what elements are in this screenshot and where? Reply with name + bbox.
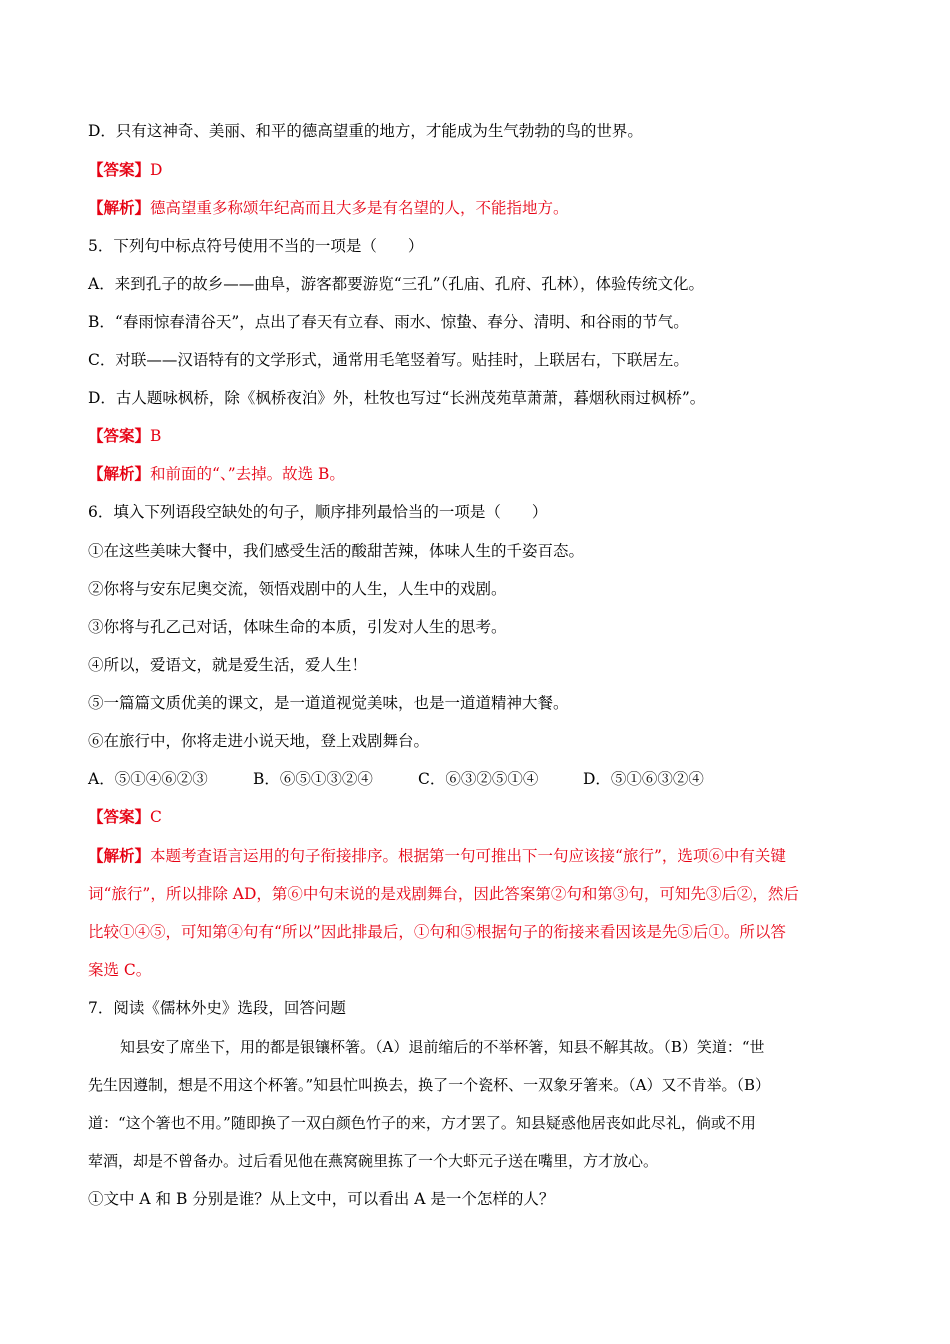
q7-stem: 7．阅读《儒林外史》选段，回答问题 — [88, 999, 346, 1017]
q4-answer — [88, 159, 870, 181]
q6-options — [88, 768, 870, 790]
analysis-text: 本题考查语言运用的句子衔接排序。根据第一句可推出下一句应该接“旅行”，选项⑥中有关键 — [150, 847, 786, 865]
analysis-tag: 【解析】 — [88, 198, 151, 217]
q6-analysis-line-1 — [88, 845, 870, 867]
q7-passage-line-3: 道：“这个箸也不用。”随即换了一双白颜色竹子的来，方才罢了。知县疑惑他居丧如此尽礼，倘或不用 — [88, 1114, 756, 1132]
q6-option-c: C．⑥③②⑤①④ — [418, 770, 539, 788]
q6-option-b: B．⑥⑤①③②④ — [253, 770, 373, 788]
answer-tag: 【答案】 — [88, 426, 151, 445]
q6-analysis-line-2: 词“旅行”，所以排除 AD，第⑥中句末说的是戏剧舞台，因此答案第②句和第③句，可知先③后②，然后 — [88, 885, 799, 903]
q6-option-a: A．⑤①④⑥②③ — [88, 770, 208, 788]
q6-sentence-4: ④所以，爱语文，就是爱生活，爱人生！ — [88, 656, 368, 674]
analysis-tag: 【解析】 — [88, 464, 151, 483]
answer-tag: 【答案】 — [88, 807, 151, 826]
q6-answer — [88, 806, 870, 828]
q6-sentence-1: ①在这些美味大餐中，我们感受生活的酸甜苦辣，体味人生的千姿百态。 — [88, 542, 585, 560]
q5-option-b: B．“春雨惊春清谷天”，点出了春天有立春、雨水、惊蛰、春分、清明、和谷雨的节气。 — [88, 313, 689, 331]
q6-sentence-2: ②你将与安东尼奥交流，领悟戏剧中的人生，人生中的戏剧。 — [88, 580, 507, 598]
answer-tag: 【答案】 — [88, 160, 151, 179]
analysis-text: 和前面的“、”去掉。故选 B。 — [150, 465, 345, 483]
q6-sentence-5: ⑤一篇篇文质优美的课文，是一道道视觉美味，也是一道道精神大餐。 — [88, 694, 569, 712]
q7-passage-line-1: 知县安了席坐下，用的都是银镶杯箸。（A）退前缩后的不举杯箸，知县不解其故。（B）笑道：“世 — [120, 1038, 765, 1056]
q7-passage-line-2: 先生因遵制，想是不用这个杯箸。”知县忙叫换去，换了一个瓷杯、一双象牙箸来。（A）又不肯举。（B） — [88, 1076, 771, 1094]
q7-sub-question-1: ①文中 A 和 B 分别是谁？从上文中，可以看出 A 是一个怎样的人？ — [88, 1190, 555, 1208]
answer-value: B — [150, 427, 162, 445]
q5-option-c: C．对联——汉语特有的文学形式，通常用毛笔竖着写。贴挂时，上联居右，下联居左。 — [88, 351, 689, 369]
analysis-tag: 【解析】 — [88, 846, 151, 865]
q5-answer — [88, 425, 870, 447]
q6-sentence-6: ⑥在旅行中，你将走进小说天地，登上戏剧舞台。 — [88, 732, 430, 750]
q5-option-a: A．来到孔子的故乡——曲阜，游客都要游览“三孔”（孔庙、孔府、孔林），体验传统文化。 — [88, 275, 705, 293]
q6-analysis-line-4: 案选 C。 — [88, 961, 152, 979]
q6-analysis-line-3: 比较①④⑤，可知第④句有“所以”因此排最后，①句和⑤根据句子的衔接来看因该是先⑤后①。所以答 — [88, 923, 786, 941]
q7-passage-line-4: 荤酒，却是不曾备办。过后看见他在燕窝碗里拣了一个大虾元子送在嘴里，方才放心。 — [88, 1152, 659, 1170]
q6-stem: 6．填入下列语段空缺处的句子，顺序排列最恰当的一项是（ ） — [88, 503, 548, 521]
q6-sentence-3: ③你将与孔乙己对话，体味生命的本质，引发对人生的思考。 — [88, 618, 507, 636]
q4-option-d: D．只有这神奇、美丽、和平的德高望重的地方，才能成为生气勃勃的鸟的世界。 — [88, 122, 643, 140]
analysis-text: 德高望重多称颂年纪高而且大多是有名望的人，不能指地方。 — [150, 199, 569, 217]
q4-analysis — [88, 197, 870, 219]
answer-value: C — [150, 808, 162, 826]
q6-option-d: D．⑤①⑥③②④ — [583, 770, 704, 788]
q5-analysis — [88, 463, 870, 485]
q5-option-d: D．古人题咏枫桥，除《枫桥夜泊》外，杜牧也写过“长洲茂苑草萧萧，暮烟秋雨过枫桥”。 — [88, 389, 706, 407]
q5-stem: 5．下列句中标点符号使用不当的一项是（ ） — [88, 237, 424, 255]
answer-value: D — [150, 161, 163, 179]
